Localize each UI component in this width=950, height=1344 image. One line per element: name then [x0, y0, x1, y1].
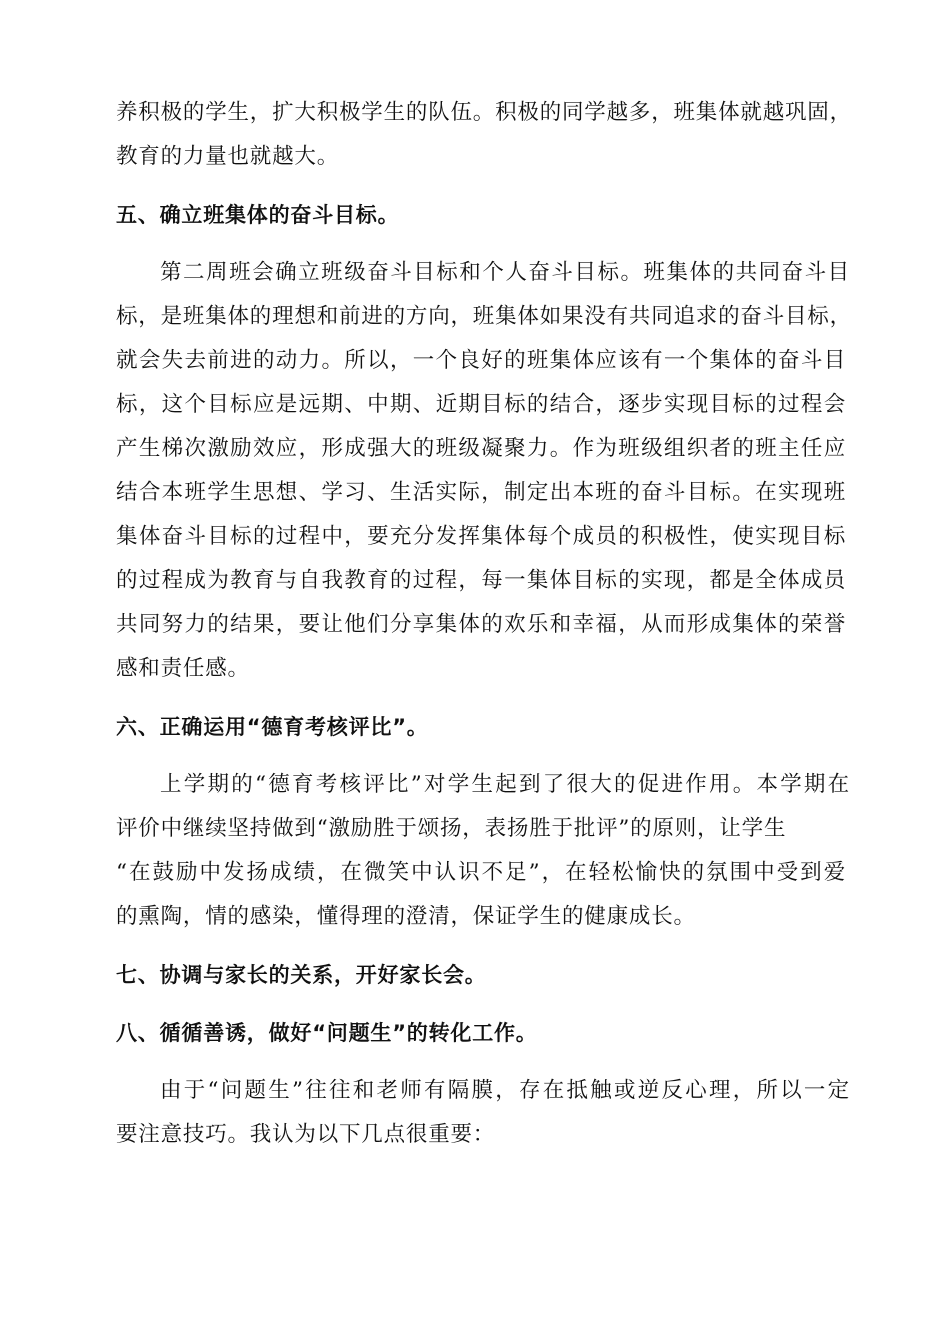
paragraph-line: 教育的力量也就越大。	[116, 144, 340, 169]
paragraph-line: 第二周班会确立班级奋斗目标和个人奋斗目标。班集体的共同奋斗目	[160, 260, 850, 285]
paragraph-line: 就会失去前进的动力。所以，一个良好的班集体应该有一个集体的奋斗目	[116, 348, 846, 373]
paragraph-line: 产生梯次激励效应，形成强大的班级凝聚力。作为班级组织者的班主任应	[116, 436, 846, 461]
paragraph-line: 标，是班集体的理想和前进的方向，班集体如果没有共同追求的奋斗目标，	[116, 304, 852, 329]
paragraph-line: 结合本班学生思想、学习、生活实际，制定出本班的奋斗目标。在实现班	[116, 480, 846, 505]
section-heading-6: 六、正确运用“德育考核评比”。	[116, 715, 429, 739]
paragraph-line: “在鼓励中发扬成绩，在微笑中认识不足”，在轻松愉快的氛围中受到爱	[116, 860, 846, 885]
section-heading-7: 七、协调与家长的关系，开好家长会。	[116, 963, 487, 987]
paragraph-line: 共同努力的结果，要让他们分享集体的欢乐和幸福，从而形成集体的荣誉	[116, 612, 846, 637]
paragraph-line: 上学期的“德育考核评比”对学生起到了很大的促进作用。本学期在	[160, 772, 850, 797]
paragraph-line: 由于“问题生”往往和老师有隔膜，存在抵触或逆反心理，所以一定	[160, 1078, 850, 1103]
paragraph-line: 集体奋斗目标的过程中，要充分发挥集体每个成员的积极性，使实现目标	[116, 524, 846, 549]
section-heading-8: 八、循循善诱，做好“问题生”的转化工作。	[116, 1021, 538, 1045]
paragraph-line: 的熏陶，情的感染，懂得理的澄清，保证学生的健康成长。	[116, 904, 696, 929]
paragraph-line: 的过程成为教育与自我教育的过程，每一集体目标的实现，都是全体成员	[116, 568, 846, 593]
section-heading-5: 五、确立班集体的奋斗目标。	[116, 203, 400, 227]
paragraph-line: 养积极的学生，扩大积极学生的队伍。积极的同学越多，班集体就越巩固，	[116, 100, 852, 125]
paragraph-line: 标，这个目标应是远期、中期、近期目标的结合，逐步实现目标的过程会	[116, 392, 846, 417]
paragraph-line: 感和责任感。	[116, 656, 250, 681]
paragraph-line: 评价中继续坚持做到“激励胜于颂扬，表扬胜于批评”的原则，让学生	[116, 816, 787, 841]
paragraph-line: 要注意技巧。我认为以下几点很重要：	[116, 1122, 496, 1147]
